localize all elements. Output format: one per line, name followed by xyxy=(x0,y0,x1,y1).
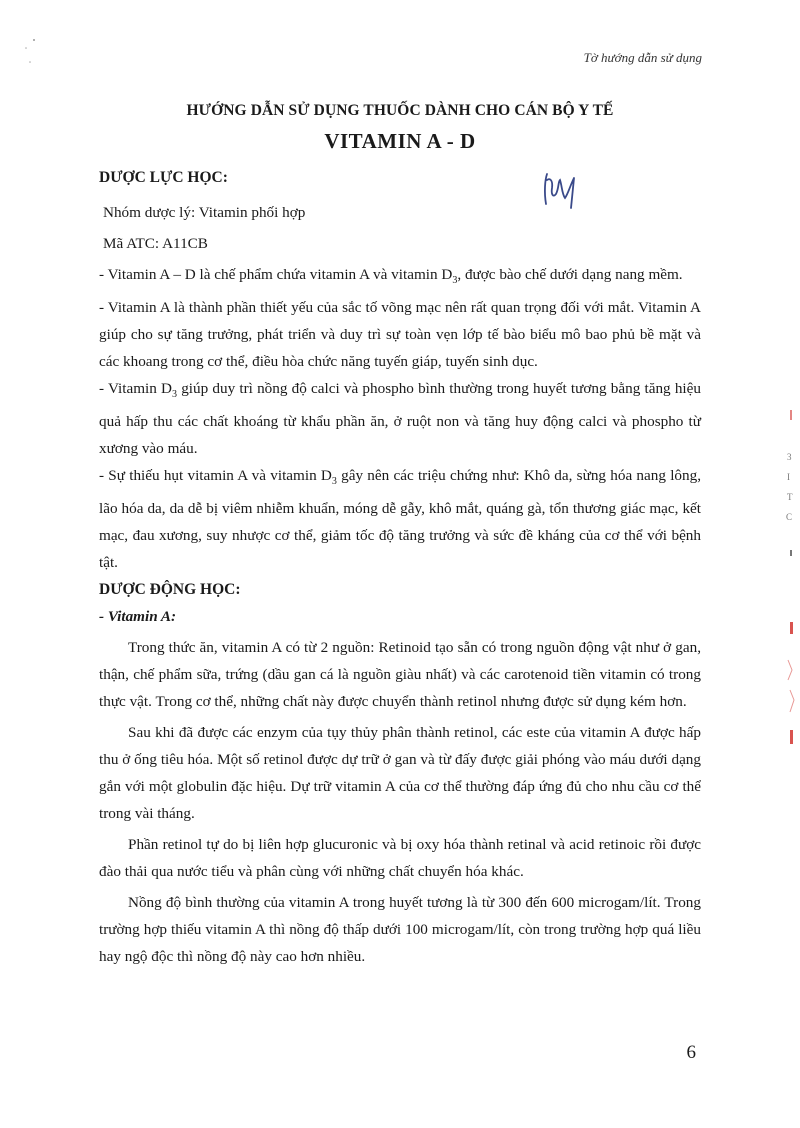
paragraph-elimination: Phần retinol tự do bị liên hợp glucuronic và bị oxy hóa thành retinal và acid retinoic rồi được đào thải qua nước tiểu và phân cùng với những chất chuyển hóa khác. xyxy=(99,836,701,881)
page-number: 6 xyxy=(686,1042,696,1063)
paragraph-plasma-levels: Nồng độ bình thường của vitamin A trong huyết tương là từ 300 đến 600 microgam/lít. Trong trường hợp thiếu vitamin A thì nồng độ thấp dưới 100 microgam/lít, còn trong trường hợp quá liều hay ngộ độc thì nồng độ này cao hơn nhiều. xyxy=(99,894,701,966)
header-note: Tờ hướng dẫn sử dụng xyxy=(583,50,702,65)
document-body xyxy=(99,164,701,970)
subheading-vitamin-a: - Vitamin A: xyxy=(99,608,177,626)
scan-specks xyxy=(0,0,80,80)
paragraph-deficiency: - Sự thiếu hụt vitamin A và vitamin $D_3$ gây nên các triệu chứng như: Khô da, sừng hóa nang lông, lão hóa da, da dễ bị viêm nhiễm khuẩn, móng dễ gẫy, khô mắt, quáng gà, tổn thương giác mạc, kết mạc, đau xương, suy nhược cơ thể, giảm tốc độ tăng trưởng và sức đề kháng của cơ thể với bệnh tật. xyxy=(99,467,701,572)
svg-text:T: T xyxy=(787,492,793,502)
svg-text:I: I xyxy=(787,472,790,482)
paragraph-composition: - Vitamin A – D là chế phẩm chứa vitamin A và vitamin $D_3$, được bào chế dưới dạng nang mềm. xyxy=(99,266,683,287)
document-title: HƯỚNG DẪN SỬ DỤNG THUỐC DÀNH CHO CÁN BỘ Y TẾ xyxy=(186,102,614,119)
section-heading-pharmacokinetics: DƯỢC ĐỘNG HỌC: xyxy=(99,581,241,599)
paragraph-sources: Trong thức ăn, vitamin A có từ 2 nguồn: Retinoid tạo sẵn có trong nguồn động vật như ở gan, thận, chế phẩm sữa, trứng (dầu gan cá là nguồn giàu nhất) và các carotenoid tiền vitamin có trong thực vật. Trong cơ thể, những chất này được chuyển thành retinol nhưng được sử dụng kém hơn. xyxy=(99,639,701,711)
section-heading-pharmacodynamics: DƯỢC LỰC HỌC: xyxy=(99,169,228,186)
product-title: VITAMIN A - D xyxy=(324,129,476,153)
paragraph-absorption: Sau khi đã được các enzym của tụy thủy phân thành retinol, các este của vitamin A được hấp thu ở ống tiêu hóa. Một số retinol được dự trữ ở gan và từ đấy được giải phóng vào máu dưới dạng gắn với một globulin đặc hiệu. Dự trữ vitamin A của cơ thể thường đáp ứng đủ cho nhu cầu cơ thể trong vài tháng. xyxy=(99,724,701,823)
pharmacologic-group: Nhóm dược lý: Vitamin phối hợp xyxy=(103,204,306,221)
svg-text:3: 3 xyxy=(787,452,792,462)
atc-code: Mã ATC: A11CB xyxy=(103,235,208,252)
paragraph-vitamin-a-role: - Vitamin A là thành phần thiết yếu của sắc tố võng mạc nên rất quan trọng đối với mắt. Vitamin A giúp cho sự tăng trưởng, phát triển và duy trì sự toàn vẹn lớp tế bào biểu mô bao phủ bề mặt và các khoang trong cơ thể, điều hòa chức năng tuyến giáp, tuyến sinh dục. xyxy=(99,299,701,371)
svg-text:C: C xyxy=(786,512,793,522)
paragraph-vitamin-d-role: - Vitamin $D_3$ giúp duy trì nồng độ calci và phospho bình thường trong huyết tương bằng tăng hiệu quả hấp thu các chất khoáng từ khẩu phần ăn, ở ruột non và tăng huy động calci và phospho từ xương vào máu. xyxy=(99,380,701,458)
binding-edge-marks xyxy=(770,400,800,760)
